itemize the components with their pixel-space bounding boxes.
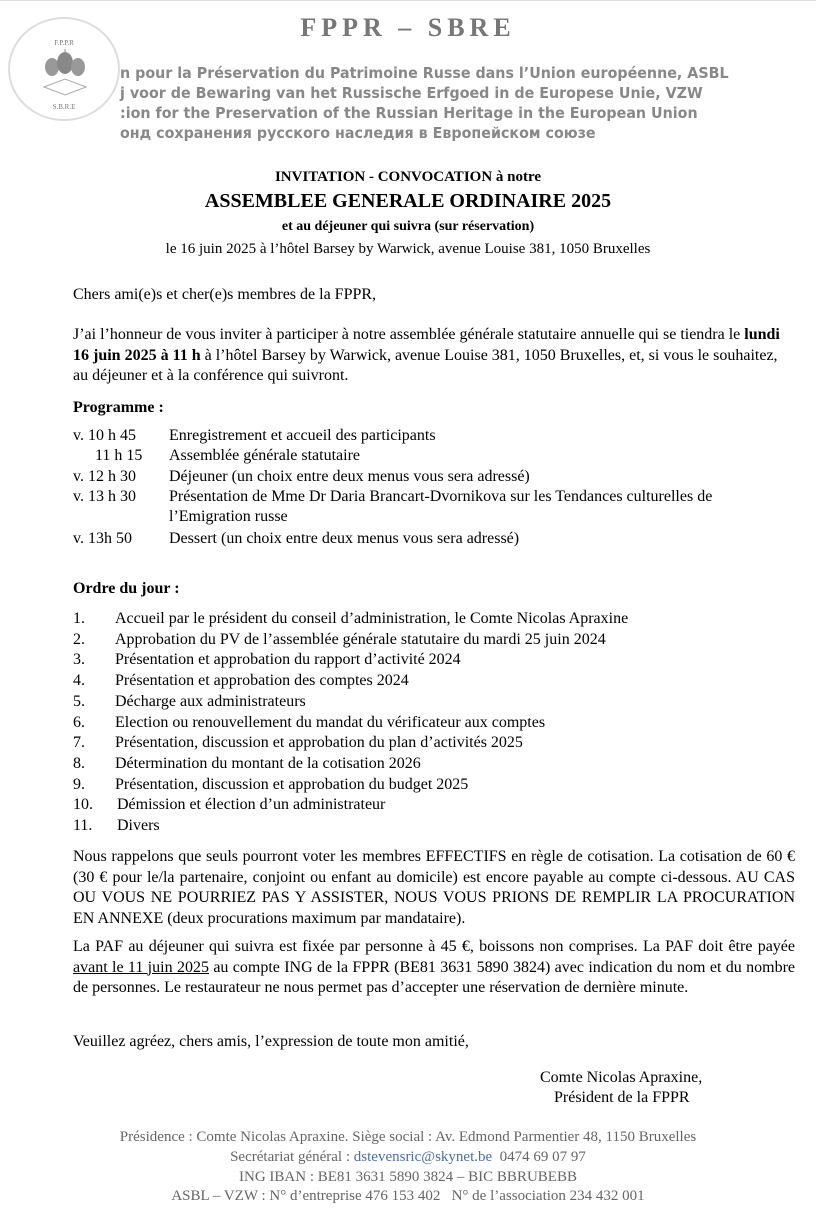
agenda-number: 6. (73, 713, 85, 731)
agenda-number: 7. (73, 734, 85, 752)
activity: Dessert (un choix entre deux menus vous sera adressé) (169, 530, 520, 547)
org-name-ru: онд сохранения русского наследия в Европейском союзе (120, 124, 596, 142)
fppr-logo (8, 17, 120, 121)
programme-title: Programme : (73, 399, 164, 416)
agenda-title: Ordre du jour : (73, 580, 180, 597)
agenda-number: 1. (73, 610, 85, 627)
intro-date: lundi 16 juin 2025 à 11 h (73, 326, 780, 364)
email-link[interactable]: dstevensric@skynet.be (353, 1149, 493, 1165)
agenda-number: 4. (73, 672, 85, 690)
logo-top-text: F.P.P.R (54, 39, 74, 47)
activity: Présentation de Mme Dr Daria Brancart-Dvornikova sur les Tendances culturelles de (169, 488, 713, 505)
agenda-text: Présentation et approbation des comptes 2024 (115, 672, 409, 690)
church-domes-icon (40, 49, 90, 99)
lunch-line: et au déjeuner qui suivra (sur réservation) (281, 219, 535, 234)
paf-paragraph (73, 937, 795, 999)
agenda-number: 11. (73, 817, 93, 834)
org-name-en: :ion for the Preservation of the Russian Heritage in the European Union (120, 104, 698, 122)
agenda-number: 9. (73, 775, 85, 793)
agenda-text: Accueil par le président du conseil d’administration, le Comte Nicolas Apraxine (115, 610, 629, 627)
phone: 0474 69 07 97 (492, 1149, 586, 1165)
footer-secretariat (0, 1149, 816, 1166)
activity-cont: l’Emigration russe (169, 508, 288, 525)
agenda-text: Démission et élection d’un administrateur (117, 796, 386, 814)
agenda-number: 5. (73, 692, 85, 710)
agenda-text: Présentation, discussion et approbation du plan d’activités 2025 (115, 734, 523, 752)
invitation-line: INVITATION - CONVOCATION à notre (274, 169, 542, 185)
agenda-number: 10. (73, 796, 93, 814)
intro-text-end: à l’hôtel Barsey by Warwick, avenue Louise 381, 1050 Bruxelles, et, si vous le souhaitez, au déjeuner et à la conférence qui suivront. (73, 346, 778, 384)
activity: Assemblée générale statutaire (169, 447, 361, 464)
time: v. 12 h 30 (73, 468, 136, 485)
paf-text-end: au compte ING de la FPPR (BE81 3631 5890 3824) avec indication du nom et du nombre de personnes. Le restaurateur ne nous permet pas d’accepter une réservation de dernière minute. (73, 958, 796, 996)
agenda-text: Présentation, discussion et approbation du budget 2025 (115, 775, 469, 793)
paf-text: La PAF au déjeuner qui suivra est fixée par personne à 45 €, boissons non comprises. La PAF doit être payée (73, 938, 795, 955)
activity: Déjeuner (un choix entre deux menus vous sera adressé) (169, 468, 530, 485)
agenda-number: 8. (73, 754, 85, 772)
footer-bank: ING IBAN : BE81 3631 5890 3824 – BIC BBRUBEBB (239, 1169, 577, 1185)
vote-paragraph: Nous rappelons que seuls pourront voter les membres EFFECTIFS en règle de cotisation. La cotisation de 60 € (30 € pour le/la partenaire, conjoint ou enfant au domicile) est encore payable au compte ci-dessous. AU CAS OU VOUS NE POURRIEZ PAS Y ASSISTER, NOUS VOUS PRIONS DE REMPLIR LA PROCURATION EN ANNEXE (deux procurations maximum par mandataire). (73, 848, 795, 927)
intro-paragraph (73, 325, 795, 387)
paf-deadline: avant le 11 juin 2025 (73, 958, 209, 976)
agenda-text: Présentation et approbation du rapport d’activité 2024 (115, 651, 461, 669)
agenda-number: 2. (73, 630, 85, 648)
agenda-text: Détermination du montant de la cotisation 2026 (115, 754, 421, 772)
greeting: Chers ami(e)s et cher(e)s membres de la FPPR, (73, 286, 377, 303)
intro-text: J’ai l’honneur de vous inviter à participer à notre assemblée générale statutaire annuelle qui se tiendra le (73, 326, 745, 343)
agenda-text: Approbation du PV de l’assemblée générale statutaire du mardi 25 juin 2024 (115, 630, 606, 648)
date-location-line: le 16 juin 2025 à l’hôtel Barsey by Warwick, avenue Louise 381, 1050 Bruxelles (165, 241, 651, 257)
agenda-text: Election ou renouvellement du mandat du vérificateur aux comptes (115, 713, 546, 731)
logo-bottom-text: S.B.R.E (52, 103, 76, 111)
secretariat-label: Secrétariat général : (230, 1149, 354, 1165)
activity: Enregistrement et accueil des participants (169, 427, 436, 444)
time: 11 h 15 (95, 447, 143, 464)
org-title: FPPR – SBRE (300, 13, 516, 42)
agenda-text: Décharge aux administrateurs (115, 692, 306, 710)
time: v. 10 h 45 (73, 427, 136, 444)
agenda-number: 3. (73, 651, 85, 669)
org-name-fr: n pour la Préservation du Patrimoine Russe dans l’Union européenne, ASBL (120, 64, 729, 82)
time: v. 13h 50 (73, 530, 132, 547)
closing: Veuillez agréez, chers amis, l’expression de toute mon amitié, (73, 1033, 469, 1050)
org-name-nl: j voor de Bewaring van het Russische Erfgoed in de Europese Unie, VZW (120, 84, 703, 102)
footer-presidence: Présidence : Comte Nicolas Apraxine. Siège social : Av. Edmond Parmentier 48, 1150 Bruxelles (119, 1129, 697, 1145)
footer-registration: ASBL – VZW : N° d’entreprise 476 153 402 N° de l’association 234 432 001 (171, 1188, 645, 1204)
signature-name: Comte Nicolas Apraxine, (540, 1069, 703, 1086)
agenda-text: Divers (117, 817, 160, 834)
time: v. 13 h 30 (73, 488, 136, 505)
signature-role: Président de la FPPR (554, 1089, 690, 1106)
assembly-heading: ASSEMBLEE GENERALE ORDINAIRE 2025 (204, 190, 612, 212)
